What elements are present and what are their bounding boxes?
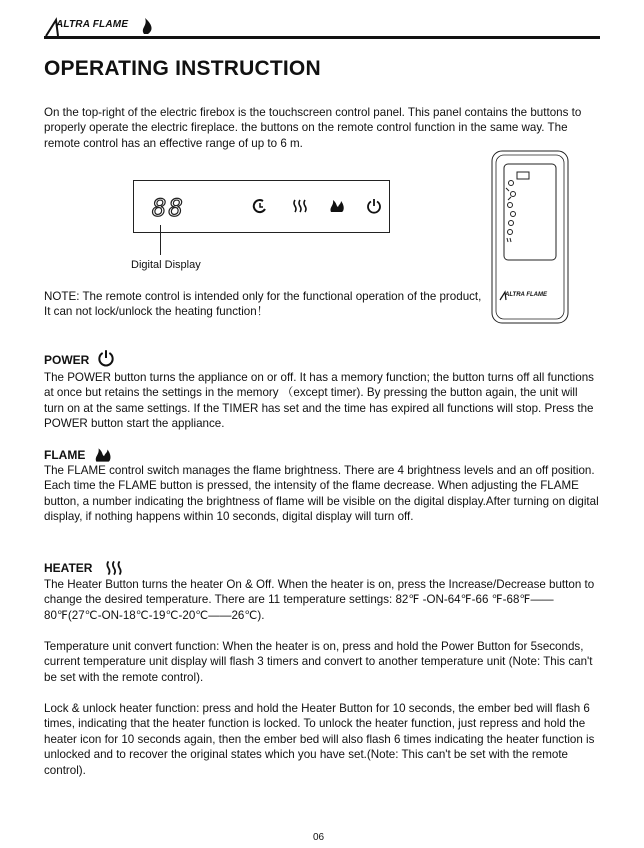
power-icon <box>365 197 383 215</box>
page-number: 06 <box>313 832 325 843</box>
intro-paragraph: On the top-right of the electric firebox is the touchscreen control panel. This panel contains the buttons to properly operate the electric fireplace. the buttons on the remote control function in the same way. The remote control has an effective range of up to 6 m. <box>44 106 582 150</box>
page-title: OPERATING INSTRUCTION <box>44 57 321 80</box>
power-icon <box>96 348 116 368</box>
flame-description: The FLAME control switch manages the flame brightness. There are 4 brightness levels and an off position. Each time the FLAME button is pressed, the intensity of the flame decrease. When adjusting the FLAME button, a number indicating the brightness of flame will be visible on the digital display.After turning on digital display, if nothing happens within 10 seconds, digital display will turn off. <box>44 464 599 524</box>
display-leader-line <box>160 225 161 255</box>
power-description: The POWER button turns the appliance on or off. It has a memory function; the button turns off all functions at once but retains the settings in the memory （except timer). By pressing the button again, the unit will turn on at the same settings. If the TIMER has set and the time has expired all functions will stop. Press the POWER button start the appliance. <box>44 371 594 431</box>
remote-brand: ALTRA FLAME <box>505 292 547 298</box>
timer-icon <box>251 197 269 215</box>
unit-convert-paragraph: Temperature unit convert function: When the heater is on, press and hold the Power Button for 5seconds, current temperature unit display will flash 3 timers and convert to another temperature unit (Note: This can't be set with the remote control). <box>44 640 593 684</box>
remote-control-diagram <box>491 150 569 324</box>
flame-heading: FLAME <box>44 448 86 462</box>
flame-icon <box>93 445 113 465</box>
digital-display: 88 <box>152 194 185 222</box>
lock-unlock-paragraph: Lock & unlock heater function: press and hold the Heater Button for 10 seconds, the ember bed will flash 6 times, indicating that the heater function is locked. To unlock the heater function, just repress and hold the heater icon for 10 seconds again, then the ember bed will also flash 6 times indicating the heater function is unlocked and to recover the original states which you have set.(Note: This can't be set with the remote control). <box>44 702 595 777</box>
heater-icon <box>291 197 309 215</box>
brand-name: ALTRA FLAME <box>56 19 129 30</box>
heater-heading: HEATER <box>44 561 93 575</box>
flame-icon <box>328 197 346 215</box>
control-panel-diagram <box>133 180 390 233</box>
heater-description: The Heater Button turns the heater On & Off. When the heater is on, press the Increase/Decrease button to change the desired temperature. There are 11 temperature settings: 82℉ -ON-64℉-66 ℉-68℉——80℉(27℃-ON-18℃-19℃-20℃——26℃). <box>44 578 595 622</box>
remote-note: NOTE: The remote control is intended only for the functional operation of the product, It can not lock/unlock the heating function！ <box>44 290 482 319</box>
power-heading: POWER <box>44 353 90 367</box>
heater-icon <box>104 558 124 578</box>
header-divider <box>44 36 600 39</box>
digital-display-label: Digital Display <box>131 259 201 271</box>
